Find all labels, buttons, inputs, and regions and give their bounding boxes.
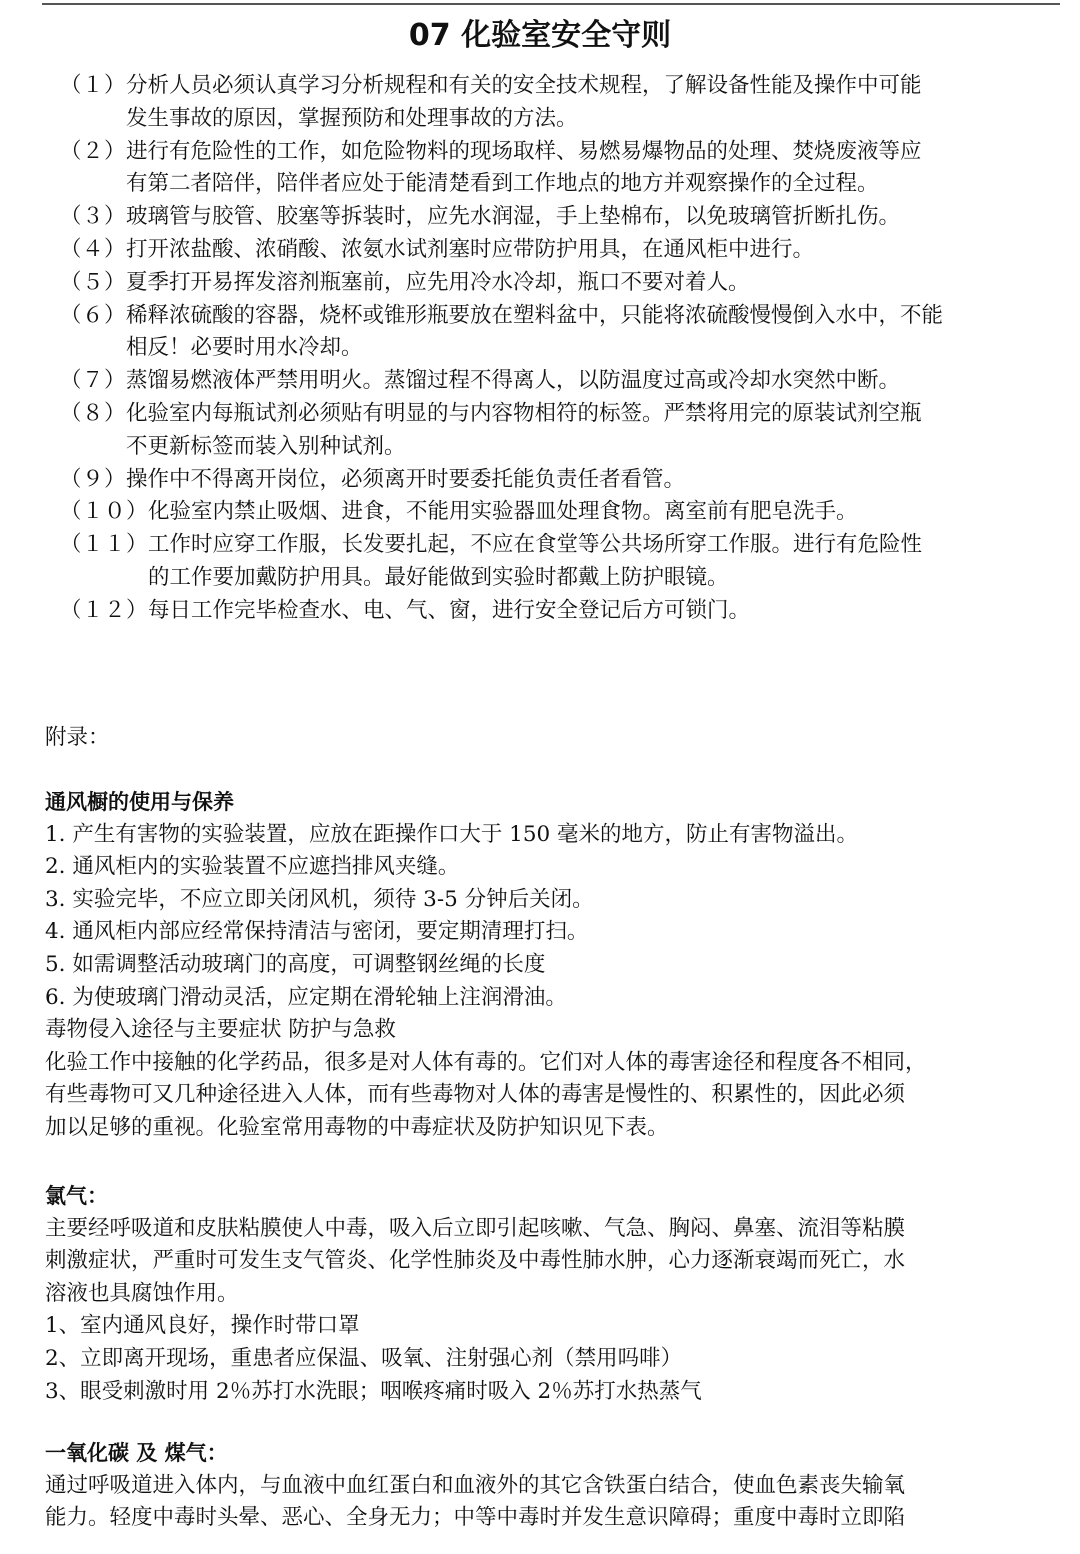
rule-text bbox=[126, 234, 1060, 267]
rule-text bbox=[148, 529, 1060, 595]
rule-item bbox=[60, 365, 1060, 398]
fume-hood-heading: 通风橱的使用与保养 bbox=[45, 790, 234, 814]
rule-number: （１） bbox=[60, 73, 127, 98]
rule-text-line: 分析人员必须认真学习分析规程和有关的安全技术规程，了解设备性能及操作中可能 bbox=[126, 73, 922, 98]
rule-text-line: 进行有危险性的工作，如危险物料的现场取样、易燃易爆物品的处理、焚烧废液等应 bbox=[126, 138, 922, 164]
rule-text bbox=[148, 595, 1060, 628]
rule-text bbox=[126, 201, 1060, 234]
rule-number: （９） bbox=[60, 466, 127, 492]
body-line: 2. 通风柜内的实验装置不应遮挡排风夹缝。 bbox=[45, 854, 460, 880]
carbon-monoxide-lines bbox=[45, 1470, 1055, 1535]
fume-hood-section bbox=[45, 786, 1055, 1145]
rule-text bbox=[126, 70, 1060, 136]
body-line: 1、室内通风良好，操作时带口罩 bbox=[45, 1313, 360, 1339]
body-line: 能力。轻度中毒时头晕、恶心、全身无力；中等中毒时并发生意识障碍；重度中毒时立即陷 bbox=[45, 1505, 906, 1531]
body-line: 4. 通风柜内部应经常保持清洁与密闭，要定期清理打扫。 bbox=[45, 919, 589, 945]
rule-number: （１１） bbox=[60, 532, 149, 558]
rule-text bbox=[126, 136, 1060, 202]
rule-text-line: 相反！必要时用水冷却。 bbox=[126, 335, 363, 361]
rule-text bbox=[126, 464, 1060, 497]
rule-number: （４） bbox=[60, 236, 127, 262]
rule-text bbox=[126, 300, 1060, 366]
body-line: 3、眼受刺激时用 2％苏打水洗眼；咽喉疼痛时吸入 2％苏打水热蒸气 bbox=[45, 1378, 702, 1404]
rule-item bbox=[60, 201, 1060, 234]
body-line: 1. 产生有害物的实验装置，应放在距操作口大于 150 毫米的地方，防止有害物溢出。 bbox=[45, 821, 859, 847]
body-line: 通过呼吸道进入体内，与血液中血红蛋白和血液外的其它含铁蛋白结合，使血色素丧失输氧 bbox=[45, 1472, 906, 1498]
rule-number: （２） bbox=[60, 138, 127, 164]
rule-text-line: 蒸馏易燃液体严禁用明火。蒸馏过程不得离人，以防温度过高或冷却水突然中断。 bbox=[126, 368, 901, 394]
rule-text bbox=[126, 267, 1060, 300]
carbon-monoxide-heading: 一氧化碳 及 煤气： bbox=[45, 1441, 228, 1465]
rule-item bbox=[60, 529, 1060, 595]
rule-text bbox=[148, 496, 1060, 529]
rule-item bbox=[60, 300, 1060, 366]
rule-text-line: 发生事故的原因，掌握预防和处理事故的方法。 bbox=[126, 105, 578, 131]
fume-hood-lines bbox=[45, 819, 1055, 1145]
rule-text-line: 玻璃管与胶管、胶塞等拆装时，应先水润湿，手上垫棉布，以免玻璃管折断扎伤。 bbox=[126, 204, 901, 230]
body-line: 主要经呼吸道和皮肤粘膜使人中毒，吸入后立即引起咳嗽、气急、胸闷、鼻塞、流泪等粘膜 bbox=[45, 1215, 906, 1241]
rule-item bbox=[60, 267, 1060, 300]
rule-item bbox=[60, 234, 1060, 267]
body-line: 化验工作中接触的化学药品，很多是对人体有毒的。它们对人体的毒害途径和程度各不相同， bbox=[45, 1049, 927, 1075]
rule-number: （７） bbox=[60, 368, 127, 394]
appendix-label: 附录： bbox=[45, 725, 110, 750]
rule-text bbox=[126, 365, 1060, 398]
rule-text-line: 每日工作完毕检查水、电、气、窗，进行安全登记后方可锁门。 bbox=[148, 597, 751, 623]
body-line: 3. 实验完毕，不应立即关闭风机，须待 3-5 分钟后关闭。 bbox=[45, 886, 594, 912]
body-line: 2、立即离开现场，重患者应保温、吸氧、注射强心剂（禁用吗啡） bbox=[45, 1345, 683, 1371]
rule-text-line: 的工作要加戴防护用具。最好能做到实验时都戴上防护眼镜。 bbox=[148, 564, 729, 590]
rule-number: （３） bbox=[60, 204, 127, 230]
body-line: 刺激症状，严重时可发生支气管炎、化学性肺炎及中毒性肺水肿，心力逐渐衰竭而死亡，水 bbox=[45, 1248, 906, 1274]
rule-text-line: 化验室内禁止吸烟、进食，不能用实验器皿处理食物。离室前有肥皂洗手。 bbox=[148, 499, 858, 525]
carbon-monoxide-section bbox=[45, 1437, 1055, 1535]
chlorine-lines bbox=[45, 1213, 1055, 1409]
rule-item bbox=[60, 496, 1060, 529]
rule-text-line: 不更新标签而装入别种试剂。 bbox=[126, 433, 406, 459]
body-line: 5. 如需调整活动玻璃门的高度，可调整钢丝绳的长度 bbox=[45, 951, 546, 977]
rules-list bbox=[60, 70, 1060, 628]
body-line: 有些毒物可又几种途径进入人体，而有些毒物对人体的毒害是慢性的、积累性的，因此必须 bbox=[45, 1082, 906, 1108]
top-rule bbox=[42, 3, 1060, 5]
body-line: 溶液也具腐蚀作用。 bbox=[45, 1280, 239, 1306]
rule-text-line: 打开浓盐酸、浓硝酸、浓氨水试剂塞时应带防护用具，在通风柜中进行。 bbox=[126, 236, 815, 262]
rule-number: （８） bbox=[60, 400, 127, 426]
rule-text-line: 化验室内每瓶试剂必须贴有明显的与内容物相符的标签。严禁将用完的原装试剂空瓶 bbox=[126, 400, 922, 426]
body-line: 加以足够的重视。化验室常用毒物的中毒症状及防护知识见下表。 bbox=[45, 1114, 669, 1140]
rule-text-line: 稀释浓硫酸的容器，烧杯或锥形瓶要放在塑料盆中，只能将浓硫酸慢慢倒入水中，不能 bbox=[126, 302, 944, 328]
rule-text-line: 有第二者陪伴，陪伴者应处于能清楚看到工作地点的地方并观察操作的全过程。 bbox=[126, 171, 879, 197]
rule-text-line: 操作中不得离开岗位，必须离开时要委托能负责任者看管。 bbox=[126, 466, 686, 492]
rule-text-line: 夏季打开易挥发溶剂瓶塞前，应先用冷水冷却，瓶口不要对着人。 bbox=[126, 269, 750, 295]
rule-text-line: 工作时应穿工作服，长发要扎起，不应在食堂等公共场所穿工作服。进行有危险性 bbox=[148, 532, 923, 558]
rule-item bbox=[60, 464, 1060, 497]
body-line: 6. 为使玻璃门滑动灵活，应定期在滑轮轴上注润滑油。 bbox=[45, 984, 567, 1010]
chlorine-section bbox=[45, 1180, 1055, 1408]
page-title: 07 化验室安全守则 bbox=[408, 18, 672, 53]
rule-item bbox=[60, 70, 1060, 136]
rule-item bbox=[60, 595, 1060, 628]
rule-item bbox=[60, 398, 1060, 464]
body-line: 毒物侵入途径与主要症状 防护与急救 bbox=[45, 1017, 396, 1043]
rule-number: （５） bbox=[60, 269, 127, 295]
chlorine-heading: 氯气： bbox=[45, 1184, 108, 1208]
rule-number: （１２） bbox=[60, 597, 149, 623]
rule-number: （６） bbox=[60, 302, 127, 328]
rule-number: （１０） bbox=[60, 499, 149, 525]
rule-text bbox=[126, 398, 1060, 464]
rule-item bbox=[60, 136, 1060, 202]
